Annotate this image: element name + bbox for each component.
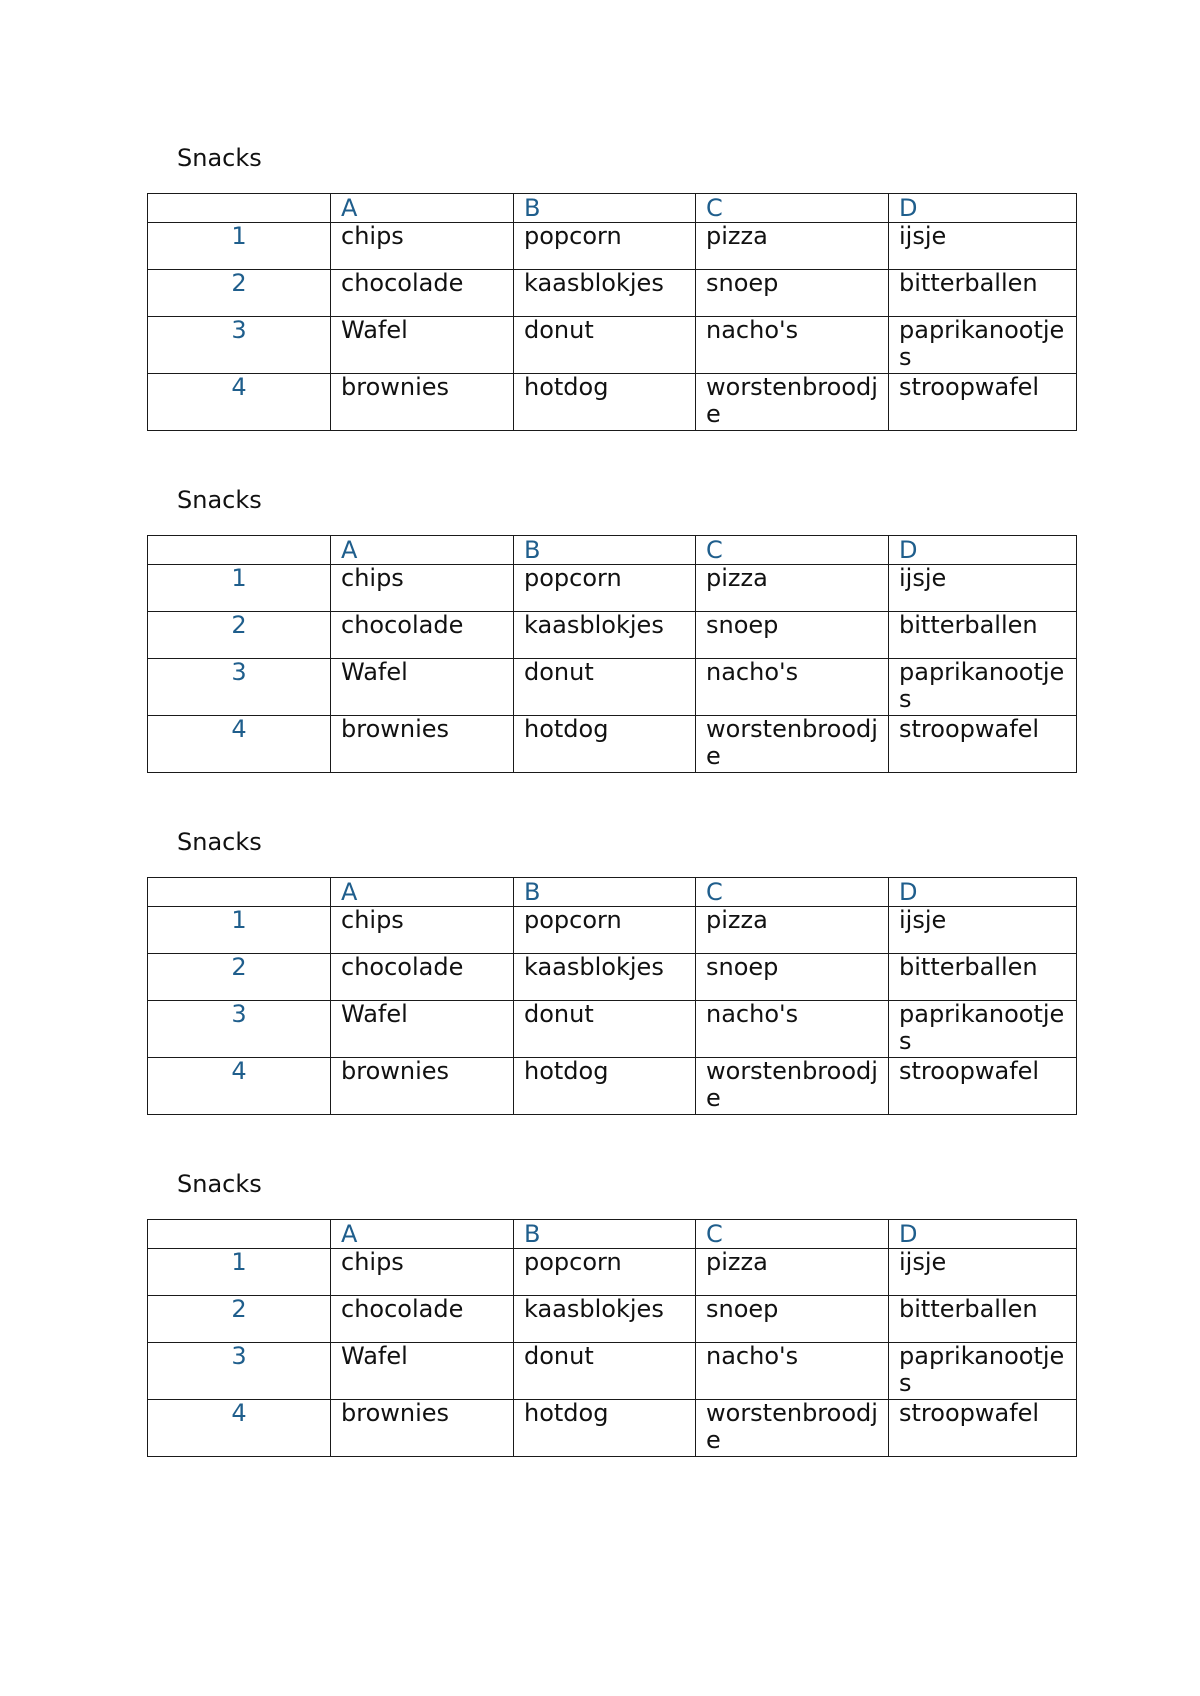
header-cell-a: A bbox=[331, 1220, 514, 1249]
header-cell-d: D bbox=[889, 194, 1077, 223]
header-cell-c: C bbox=[696, 878, 889, 907]
table-row bbox=[148, 716, 1077, 773]
table-row bbox=[148, 1343, 1077, 1400]
table-cell: chips bbox=[331, 223, 514, 270]
row-number: 2 bbox=[148, 954, 331, 1001]
row-number: 4 bbox=[148, 1400, 331, 1457]
row-number: 1 bbox=[148, 1249, 331, 1296]
row-number: 3 bbox=[148, 1001, 331, 1058]
table-cell: popcorn bbox=[514, 907, 696, 954]
table-cell: brownies bbox=[331, 716, 514, 773]
table-cell: popcorn bbox=[514, 1249, 696, 1296]
table-cell: chocolade bbox=[331, 612, 514, 659]
table-row bbox=[148, 1058, 1077, 1115]
table-cell: chocolade bbox=[331, 1296, 514, 1343]
table-row bbox=[148, 1296, 1077, 1343]
table-cell: stroopwafel bbox=[889, 374, 1077, 431]
snack-table bbox=[147, 535, 1077, 773]
table-row bbox=[148, 1400, 1077, 1457]
table-cell: kaasblokjes bbox=[514, 954, 696, 1001]
row-number: 3 bbox=[148, 659, 331, 716]
header-cell-empty bbox=[148, 194, 331, 223]
table-cell: hotdog bbox=[514, 716, 696, 773]
table-cell: worstenbroodje bbox=[696, 716, 889, 773]
table-cell: nacho's bbox=[696, 659, 889, 716]
table-cell: donut bbox=[514, 659, 696, 716]
table-cell: Wafel bbox=[331, 659, 514, 716]
table-row bbox=[148, 612, 1077, 659]
table-cell: brownies bbox=[331, 374, 514, 431]
table-row bbox=[148, 1249, 1077, 1296]
row-number: 4 bbox=[148, 1058, 331, 1115]
table-cell: ijsje bbox=[889, 565, 1077, 612]
table-cell: brownies bbox=[331, 1058, 514, 1115]
table-cell: paprikanootjes bbox=[889, 1343, 1077, 1400]
table-cell: chips bbox=[331, 907, 514, 954]
table-header-row bbox=[148, 1220, 1077, 1249]
header-cell-a: A bbox=[331, 194, 514, 223]
snack-table bbox=[147, 877, 1077, 1115]
table-cell: snoep bbox=[696, 270, 889, 317]
table-cell: worstenbroodje bbox=[696, 1400, 889, 1457]
row-number: 4 bbox=[148, 716, 331, 773]
table-cell: worstenbroodje bbox=[696, 1058, 889, 1115]
row-number: 2 bbox=[148, 1296, 331, 1343]
header-cell-a: A bbox=[331, 536, 514, 565]
table-cell: nacho's bbox=[696, 1001, 889, 1058]
table-cell: hotdog bbox=[514, 1400, 696, 1457]
row-number: 1 bbox=[148, 223, 331, 270]
table-cell: stroopwafel bbox=[889, 1058, 1077, 1115]
table-cell: stroopwafel bbox=[889, 1400, 1077, 1457]
table-cell: donut bbox=[514, 317, 696, 374]
row-number: 3 bbox=[148, 317, 331, 374]
table-cell: chocolade bbox=[331, 954, 514, 1001]
header-cell-b: B bbox=[514, 1220, 696, 1249]
table-header-row bbox=[148, 194, 1077, 223]
table-cell: chips bbox=[331, 565, 514, 612]
snack-table bbox=[147, 1219, 1077, 1457]
table-cell: Wafel bbox=[331, 1001, 514, 1058]
table-cell: kaasblokjes bbox=[514, 612, 696, 659]
header-cell-empty bbox=[148, 536, 331, 565]
block-title: Snacks bbox=[177, 144, 262, 172]
row-number: 2 bbox=[148, 612, 331, 659]
row-number: 4 bbox=[148, 374, 331, 431]
table-cell: Wafel bbox=[331, 317, 514, 374]
header-cell-d: D bbox=[889, 1220, 1077, 1249]
table-cell: bitterballen bbox=[889, 1296, 1077, 1343]
header-cell-c: C bbox=[696, 536, 889, 565]
table-cell: pizza bbox=[696, 565, 889, 612]
table-cell: nacho's bbox=[696, 317, 889, 374]
table-cell: bitterballen bbox=[889, 612, 1077, 659]
table-cell: paprikanootjes bbox=[889, 1001, 1077, 1058]
header-cell-empty bbox=[148, 1220, 331, 1249]
table-cell: paprikanootjes bbox=[889, 659, 1077, 716]
table-header-row bbox=[148, 536, 1077, 565]
table-cell: popcorn bbox=[514, 223, 696, 270]
table-row bbox=[148, 317, 1077, 374]
header-cell-b: B bbox=[514, 536, 696, 565]
table-cell: bitterballen bbox=[889, 270, 1077, 317]
row-number: 3 bbox=[148, 1343, 331, 1400]
table-header-row bbox=[148, 878, 1077, 907]
table-row bbox=[148, 565, 1077, 612]
table-cell: ijsje bbox=[889, 223, 1077, 270]
header-cell-empty bbox=[148, 878, 331, 907]
header-cell-d: D bbox=[889, 878, 1077, 907]
row-number: 1 bbox=[148, 565, 331, 612]
table-cell: bitterballen bbox=[889, 954, 1077, 1001]
row-number: 2 bbox=[148, 270, 331, 317]
header-cell-c: C bbox=[696, 194, 889, 223]
table-cell: brownies bbox=[331, 1400, 514, 1457]
table-cell: chips bbox=[331, 1249, 514, 1296]
table-row bbox=[148, 374, 1077, 431]
table-cell: ijsje bbox=[889, 1249, 1077, 1296]
table-cell: snoep bbox=[696, 612, 889, 659]
table-row bbox=[148, 659, 1077, 716]
table-cell: kaasblokjes bbox=[514, 270, 696, 317]
table-row bbox=[148, 270, 1077, 317]
table-row bbox=[148, 1001, 1077, 1058]
table-cell: snoep bbox=[696, 1296, 889, 1343]
table-cell: Wafel bbox=[331, 1343, 514, 1400]
table-row bbox=[148, 954, 1077, 1001]
header-cell-a: A bbox=[331, 878, 514, 907]
table-cell: ijsje bbox=[889, 907, 1077, 954]
table-cell: worstenbroodje bbox=[696, 374, 889, 431]
row-number: 1 bbox=[148, 907, 331, 954]
header-cell-c: C bbox=[696, 1220, 889, 1249]
table-cell: kaasblokjes bbox=[514, 1296, 696, 1343]
snack-table bbox=[147, 193, 1077, 431]
table-cell: snoep bbox=[696, 954, 889, 1001]
block-title: Snacks bbox=[177, 486, 262, 514]
table-row bbox=[148, 907, 1077, 954]
table-cell: nacho's bbox=[696, 1343, 889, 1400]
table-cell: pizza bbox=[696, 223, 889, 270]
table-cell: donut bbox=[514, 1001, 696, 1058]
table-cell: hotdog bbox=[514, 1058, 696, 1115]
table-cell: hotdog bbox=[514, 374, 696, 431]
table-cell: donut bbox=[514, 1343, 696, 1400]
table-cell: pizza bbox=[696, 907, 889, 954]
block-title: Snacks bbox=[177, 828, 262, 856]
table-cell: paprikanootjes bbox=[889, 317, 1077, 374]
table-cell: chocolade bbox=[331, 270, 514, 317]
header-cell-b: B bbox=[514, 194, 696, 223]
header-cell-d: D bbox=[889, 536, 1077, 565]
block-title: Snacks bbox=[177, 1170, 262, 1198]
table-cell: popcorn bbox=[514, 565, 696, 612]
header-cell-b: B bbox=[514, 878, 696, 907]
table-cell: pizza bbox=[696, 1249, 889, 1296]
table-cell: stroopwafel bbox=[889, 716, 1077, 773]
table-row bbox=[148, 223, 1077, 270]
